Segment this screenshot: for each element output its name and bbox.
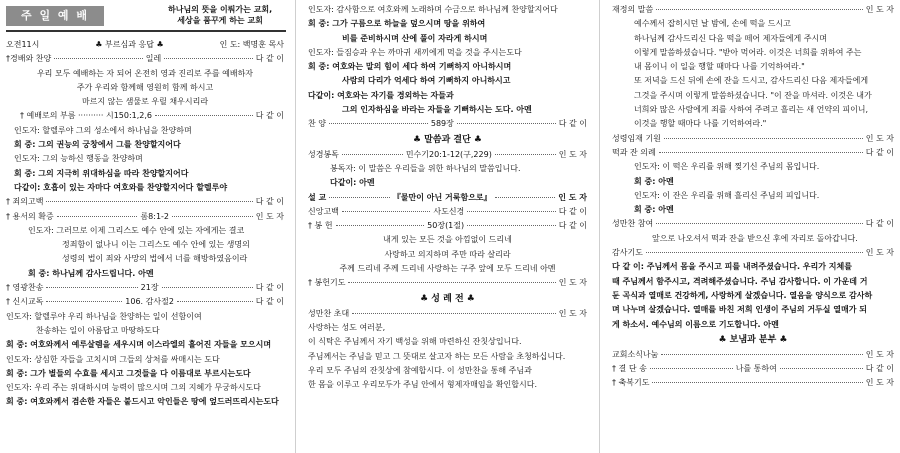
program-row bbox=[308, 191, 587, 205]
item-role: 다 같 이 bbox=[255, 297, 284, 307]
body-line: 내 몸이니 이 일을 행할 때마다 나를 기억하여라." bbox=[634, 62, 805, 72]
order-of-worship-end bbox=[606, 0, 900, 391]
leader-dots bbox=[650, 368, 733, 369]
prayer-line: 다 같 이: 주님께서 몸을 주시고 피를 내려주셨습니다. 우리가 지체를 bbox=[612, 262, 852, 272]
item-name: † 신시교독 bbox=[6, 297, 44, 307]
item-ref: 나를 통하여 bbox=[735, 364, 777, 374]
body-line: 또 저녁을 드신 뒤에 손에 잔을 드시고, 감사드리신 다음 제자들에게 bbox=[634, 76, 869, 86]
order-of-worship bbox=[0, 38, 290, 410]
leader-dots bbox=[342, 211, 430, 212]
lyric-line: 우리 모두 예배하는 자 되어 온전히 영과 진리로 주를 예배하자 bbox=[36, 68, 254, 78]
leader-dots bbox=[646, 252, 863, 253]
body-line: 이렇게 말씀하셨습니다. "받아 먹어라. 이것은 너희를 위하여 주는 bbox=[634, 47, 862, 57]
lyric-line: 주께 드리네 주께 드리네 사랑하는 구주 앞에 모두 드리네 아멘 bbox=[339, 264, 556, 274]
body-line: 그것을 주시며 이렇게 말씀하셨습니다. "이 잔을 마셔라. 이것은 내가 bbox=[634, 90, 872, 100]
item-role: 다 같 이 bbox=[558, 206, 587, 216]
unison-line: 다같이: 아멘 bbox=[330, 178, 375, 188]
leader-line: 인도자: 상심한 자들을 고치시며 그들의 상처를 싸매시는 도다 bbox=[6, 354, 220, 364]
item-role: 다 같 이 bbox=[558, 119, 587, 129]
program-row bbox=[6, 210, 284, 224]
motto-line: 세상을 품꾸게 하는 교회 bbox=[177, 16, 263, 25]
leader-dots bbox=[661, 354, 862, 355]
body-line: 앞으로 나오셔서 떡과 잔을 받으신 후에 자리로 돌아갑니다. bbox=[652, 233, 858, 243]
leader-line: 인도자: 감사함으로 여호와께 노래하며 수금으로 하나님께 찬양할지어다 bbox=[308, 5, 558, 14]
body-line: 한 몸을 이루고 우리모두가 주님 안에서 형제자매임을 확인합시다. bbox=[308, 380, 537, 390]
congregation-line: 회 중: 여호와께서 예루살렘을 세우시며 이스라엘의 흩어진 자들을 모으시며 bbox=[6, 340, 272, 350]
congregation-line: 회 중: 그가 구름으로 하늘을 덮으시며 땅을 위하여 bbox=[308, 19, 486, 29]
program-row bbox=[308, 307, 587, 321]
program-row bbox=[6, 295, 284, 309]
prayer-line: 둔 곡식과 열매로 건강하게, 사랑하게 살겠습니다. 열음을 양식으로 감사하 bbox=[612, 290, 873, 300]
program-row bbox=[612, 376, 894, 390]
leader-dots bbox=[336, 225, 425, 226]
program-row bbox=[308, 205, 587, 219]
item-ref: 롬8:1-2 bbox=[140, 211, 170, 221]
leader-dots bbox=[57, 216, 138, 217]
program-row bbox=[612, 362, 894, 376]
body-line: 하나님께 감사드리신 다음 떡을 떼어 제자들에게 주시며 bbox=[634, 33, 827, 43]
item-role: 인 도 자 bbox=[255, 211, 284, 221]
item-role: 다 같 이 bbox=[865, 219, 894, 229]
section-heading-sending: ♣ 보냄과 분부 ♣ bbox=[718, 334, 788, 345]
order-of-worship-continued bbox=[302, 0, 593, 392]
leader-dots bbox=[155, 115, 253, 116]
leader-dots bbox=[329, 197, 390, 198]
item-name: † 봉 헌 bbox=[308, 221, 333, 231]
leader-dots bbox=[656, 9, 863, 10]
leader-line: 성령의 법이 죄와 사망의 법에서 너를 해방하였음이라 bbox=[62, 254, 248, 264]
lyric-line: 주가 우리와 함께해 영원히 함께 하시고 bbox=[76, 82, 214, 92]
item-name: † 영광찬송 bbox=[6, 283, 44, 293]
item-ref: 21장 bbox=[140, 283, 159, 293]
leader-dots bbox=[656, 223, 863, 224]
congregation-line: 회 중: 하나님께 감사드립니다. 아멘 bbox=[28, 268, 154, 278]
leader-dots bbox=[495, 154, 556, 155]
leader-line: 인도자: 그러므로 이제 그리스도 예수 안에 있는 자에게는 결코 bbox=[28, 225, 245, 235]
item-role: 인 도 자 bbox=[865, 133, 894, 143]
unison-line: 그의 인자하심을 바라는 자들을 기뻐하시는 도다. 아멘 bbox=[342, 105, 532, 115]
leader-line: 인도자: 이 떡은 우리를 위해 찢기신 주님의 몸입니다. bbox=[634, 162, 820, 172]
program-row bbox=[6, 109, 284, 123]
congregation-line: 회 중: 그의 권능의 궁창에서 그를 찬양할지어다 bbox=[14, 140, 181, 150]
item-name: 성경봉독 bbox=[308, 149, 339, 159]
item-ref: 일레 bbox=[145, 54, 162, 64]
body-line: 이 식탁은 주님께서 자기 백성을 위해 마련하신 잔칫상입니다. bbox=[308, 337, 522, 347]
leader-dots bbox=[46, 301, 122, 302]
item-ref: 589장 bbox=[430, 119, 454, 129]
body-line: 이것을 행할 때마다 나를 기억하여라." bbox=[634, 119, 767, 129]
leader-dots bbox=[54, 58, 143, 59]
leader-line: 인도자: 들짐승과 우는 까마귀 새끼에게 먹을 것을 주시는도다 bbox=[308, 47, 522, 57]
program-row bbox=[6, 195, 284, 209]
lyric-line: 사랑하고 의지하며 주만 따라 살리라 bbox=[384, 249, 511, 259]
item-role: 인 도 자 bbox=[558, 308, 587, 318]
body-line: 너희와 많은 사람에게 죄를 사하여 주려고 흘리는 새 언약의 피이니, bbox=[634, 105, 869, 115]
program-row bbox=[612, 3, 894, 17]
unison-line: 다같이: 호흡이 있는 자마다 여호와를 찬양할지어다 할렐루야 bbox=[14, 182, 228, 192]
program-row bbox=[612, 132, 894, 146]
leader-dots bbox=[780, 368, 863, 369]
item-name: 재정의 말씀 bbox=[612, 5, 654, 14]
item-ref: 106. 감사절2 bbox=[125, 297, 174, 307]
item-role: 인 도 자 bbox=[558, 149, 587, 159]
leader-dots bbox=[46, 287, 137, 288]
column-divider bbox=[295, 0, 296, 453]
leader-line: 인도자: 그의 능하신 행동을 찬양하며 bbox=[14, 154, 143, 164]
section-heading-sacrament: ♣ 성 례 전 ♣ bbox=[420, 293, 475, 304]
item-name: 성령임재 기원 bbox=[612, 133, 661, 143]
item-name: † 결 단 송 bbox=[612, 364, 647, 374]
leader-dots bbox=[495, 197, 556, 198]
section-title: ♣ 부르심과 응답 ♣ bbox=[95, 40, 164, 49]
leader-line: 인도자: 할렐루야 우리 하나님을 찬양하는 일이 선함이여 bbox=[6, 311, 202, 321]
item-name: † 예배로의 부름 ·········· 시150:1,2,6 bbox=[20, 111, 153, 121]
body-line: 사랑하는 성도 여러분, bbox=[308, 322, 386, 332]
item-name: 성만찬 초대 bbox=[308, 308, 350, 318]
item-ref: 50장(1절) bbox=[427, 221, 465, 231]
leader-dots bbox=[457, 123, 556, 124]
lyric-line: 내게 있는 모든 것을 아낌없이 드리네 bbox=[383, 235, 512, 245]
congregation-line: 회 중: 그의 지극히 위대하심을 따라 찬양할지어다 bbox=[14, 168, 189, 178]
header-rule bbox=[6, 30, 286, 32]
item-role: 다 같 이 bbox=[255, 197, 284, 207]
item-name: † 죄의고백 bbox=[6, 197, 44, 207]
leader-dots bbox=[652, 382, 862, 383]
leader-dots bbox=[342, 154, 403, 155]
body-line: 주님께서는 주님을 믿고 그 뜻대로 살고자 하는 모든 사람을 초청하십니다. bbox=[308, 351, 566, 361]
program-row bbox=[6, 281, 284, 295]
column-divider bbox=[599, 0, 600, 453]
leader-name: 인 도: 백명훈 목사 bbox=[219, 40, 284, 49]
program-row bbox=[612, 348, 894, 362]
item-role: 인 도 자 bbox=[865, 378, 894, 388]
program-row bbox=[612, 146, 894, 160]
congregation-line: 회 중: 여호와께서 겸손한 자들은 붙드시고 악인들은 땅에 엎드러뜨리시는도다 bbox=[6, 397, 279, 407]
program-row bbox=[6, 52, 284, 66]
congregation-line: 회 중: 그가 별들의 수효를 세시고 그것들을 다 이름대로 부르시는도다 bbox=[6, 368, 251, 378]
prayer-line: 게 하소서. 예수님의 이름으로 기도합니다. 아멘 bbox=[612, 319, 779, 329]
service-info-row bbox=[6, 38, 284, 52]
item-name: 감사기도 bbox=[612, 248, 643, 258]
item-name: 신앙고백 bbox=[308, 206, 339, 216]
sermon-title: 『물만이 아닌 거룩함으로』 bbox=[392, 192, 492, 202]
leader-dots bbox=[659, 152, 863, 153]
leader-dots bbox=[664, 138, 863, 139]
congregation-line: 사람의 다리가 억세다 하여 기뻐하지 아니하시고 bbox=[342, 76, 511, 86]
prayer-line: 때 주님께서 함주시고, 격려해주셨습니다. 주님 감사합니다. 이 가운데 거 bbox=[612, 276, 868, 286]
item-name: † 봉헌기도 bbox=[308, 278, 346, 288]
item-name: 설 교 bbox=[308, 192, 327, 202]
program-row bbox=[612, 217, 894, 231]
leader-dots bbox=[348, 282, 555, 283]
column-2 bbox=[302, 0, 593, 453]
unison-line: 다같이: 여호와는 자기를 경외하는 자들과 bbox=[308, 90, 454, 100]
item-role: 인 도 자 bbox=[558, 192, 587, 202]
leader-dots bbox=[329, 123, 428, 124]
leader-line: 인도자: 이 잔은 우리를 위해 흘리신 주님의 피입니다. bbox=[634, 190, 820, 200]
column-3 bbox=[606, 0, 900, 453]
program-row bbox=[308, 117, 587, 131]
leader-line: 인도자: 할렐루야 그의 성소에서 하나님을 찬양하며 bbox=[14, 125, 192, 135]
congregation-line: 회 중: 아멘 bbox=[634, 205, 674, 215]
leader-dots bbox=[467, 225, 556, 226]
leader-dots bbox=[164, 58, 253, 59]
service-title: 주 일 예 배 bbox=[6, 6, 104, 26]
item-role: 인 도 자 bbox=[865, 349, 894, 359]
lyric-line: 마르지 않는 샘물로 우릴 채우시리라 bbox=[81, 97, 209, 107]
program-row bbox=[308, 219, 587, 233]
item-role: 다 같 이 bbox=[255, 111, 284, 121]
item-name: 떡과 잔 의례 bbox=[612, 147, 656, 157]
leader-dots bbox=[467, 211, 555, 212]
prayer-line: 며 나누며 살겠습니다. 열매를 바친 저희 인생이 주님의 거두실 열매가 되 bbox=[612, 305, 867, 315]
leader-dots bbox=[352, 313, 556, 314]
item-name: 성만찬 참여 bbox=[612, 219, 654, 229]
column-1 bbox=[0, 0, 290, 453]
item-role: 인 도 자 bbox=[558, 278, 587, 288]
leader-line: 인도자: 우리 주는 위대하시며 능력이 많으시며 그의 지혜가 무궁하시도다 bbox=[6, 383, 261, 393]
item-name: † 축복기도 bbox=[612, 378, 650, 388]
item-role: 다 같 이 bbox=[558, 221, 587, 231]
item-name: 찬 양 bbox=[308, 119, 326, 129]
item-role: 인 도 자 bbox=[865, 248, 894, 258]
item-role: 다 같 이 bbox=[865, 364, 894, 374]
item-role: 다 같 이 bbox=[255, 283, 284, 293]
leader-dots bbox=[162, 287, 253, 288]
motto-line: 하나님의 뜻을 이뤄가는 교회, bbox=[168, 5, 273, 14]
item-name: †경배와 찬양 bbox=[6, 54, 52, 64]
leader-line: 찬송하는 일이 아름답고 마땅하도다 bbox=[36, 325, 160, 335]
item-ref: 민수기20:1-12(구,229) bbox=[405, 149, 492, 159]
congregation-line: 회 중: 아멘 bbox=[634, 176, 674, 186]
program-row bbox=[612, 246, 894, 260]
item-role: 인 도 자 bbox=[865, 5, 894, 14]
reader-line: 봉독자: 이 말씀은 우리들을 위한 하나님의 말씀입니다. bbox=[330, 163, 521, 173]
bulletin-header bbox=[0, 0, 290, 38]
program-row bbox=[308, 276, 587, 290]
item-name: 교회소식나눔 bbox=[612, 349, 659, 359]
item-ref: 사도신경 bbox=[433, 206, 465, 216]
section-heading-word: ♣ 말씀과 결단 ♣ bbox=[412, 134, 482, 145]
leader-line: 정죄함이 없나니 이는 그리스도 예수 안에 있는 생명의 bbox=[62, 240, 250, 250]
congregation-line: 회 중: 여호와는 말의 힘이 세다 하여 기뻐하지 아니하시며 bbox=[308, 62, 512, 72]
service-time: 오전11시 bbox=[6, 40, 40, 49]
leader-dots bbox=[172, 216, 253, 217]
leader-dots bbox=[46, 201, 252, 202]
body-line: 우리 모두 주님의 잔칫상에 참예합시다. 이 성만찬을 통해 주님과 bbox=[308, 365, 532, 375]
program-row bbox=[308, 148, 587, 162]
body-line: 예수께서 잡히시던 날 밤에, 손에 떡을 드시고 bbox=[634, 19, 791, 29]
congregation-line: 비를 준비하시며 산에 풀이 자라게 하시며 bbox=[342, 33, 488, 43]
leader-dots bbox=[177, 301, 253, 302]
item-name: † 용서의 확증 bbox=[6, 211, 54, 221]
item-role: 다 같 이 bbox=[255, 54, 284, 64]
church-motto bbox=[168, 4, 272, 26]
item-role: 다 같 이 bbox=[865, 147, 894, 157]
